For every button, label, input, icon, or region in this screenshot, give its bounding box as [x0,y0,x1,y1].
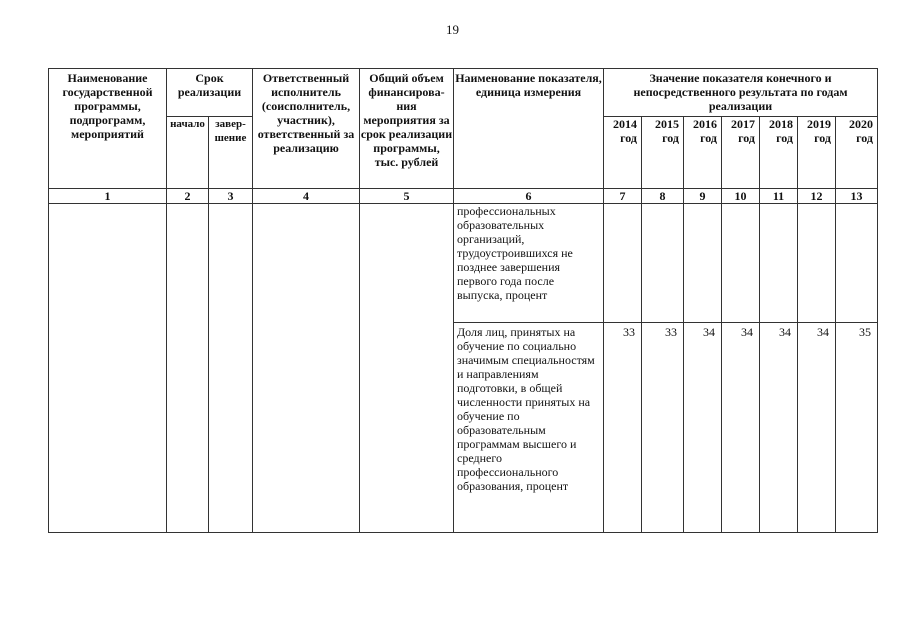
value-cell [836,204,878,323]
indicator-table [48,68,878,533]
column-number: 2 [167,189,209,204]
column-number-row [49,189,878,204]
column-number: 9 [684,189,722,204]
column-number: 3 [209,189,253,204]
start-cell [167,204,209,533]
header-year: 2018 год [760,117,798,189]
header-year: 2019 год [798,117,836,189]
header-year: 2016 год [684,117,722,189]
header-program-name: Наименование государственной программы, подпрограмм, мероприятий [49,69,167,189]
value-cell: 33 [604,323,642,533]
column-number: 1 [49,189,167,204]
value-cell [760,204,798,323]
header-year: 2015 год [642,117,684,189]
column-number: 6 [454,189,604,204]
column-number: 10 [722,189,760,204]
indicator-name-cell: Доля лиц, принятых на обучение по социально значимым специальностям и направлениям подготовки, в общей численности принятых на обучение по образовательным программам высшего и среднего профессионального образования, процент [454,323,604,533]
header-funding: Общий объем финансирова-ния мероприятия за срок реализации программы, тыс. рублей [360,69,454,189]
column-number: 12 [798,189,836,204]
column-number: 7 [604,189,642,204]
header-end: завер-шение [209,117,253,189]
value-cell [604,204,642,323]
value-cell [642,204,684,323]
header-year: 2017 год [722,117,760,189]
funding-cell [360,204,454,533]
column-number: 13 [836,189,878,204]
header-year: 2020 год [836,117,878,189]
column-number: 5 [360,189,454,204]
value-cell: 34 [722,323,760,533]
header-responsible: Ответственный исполнитель (соисполнитель, участник), ответственный за реализацию [253,69,360,189]
page-number: 19 [446,22,459,37]
value-cell: 34 [798,323,836,533]
column-number: 11 [760,189,798,204]
table-row [49,204,878,323]
value-cell [684,204,722,323]
header-year: 2014 год [604,117,642,189]
header-start: начало [167,117,209,189]
header-values: Значение показателя конечного и непосредственного результата по годам реализации [604,69,878,117]
value-cell: 33 [642,323,684,533]
value-cell: 35 [836,323,878,533]
column-number: 4 [253,189,360,204]
value-cell: 34 [760,323,798,533]
end-cell [209,204,253,533]
header-indicator-name: Наименование показателя, единица измерения [454,69,604,189]
value-cell [722,204,760,323]
header-term: Срок реализации [167,69,253,117]
column-number: 8 [642,189,684,204]
value-cell [798,204,836,323]
responsible-cell [253,204,360,533]
indicator-name-cell: профессиональных образовательных организаций, трудоустроившихся не позднее завершения первого года после выпуска, процент [454,204,604,323]
value-cell: 34 [684,323,722,533]
program-name-cell [49,204,167,533]
